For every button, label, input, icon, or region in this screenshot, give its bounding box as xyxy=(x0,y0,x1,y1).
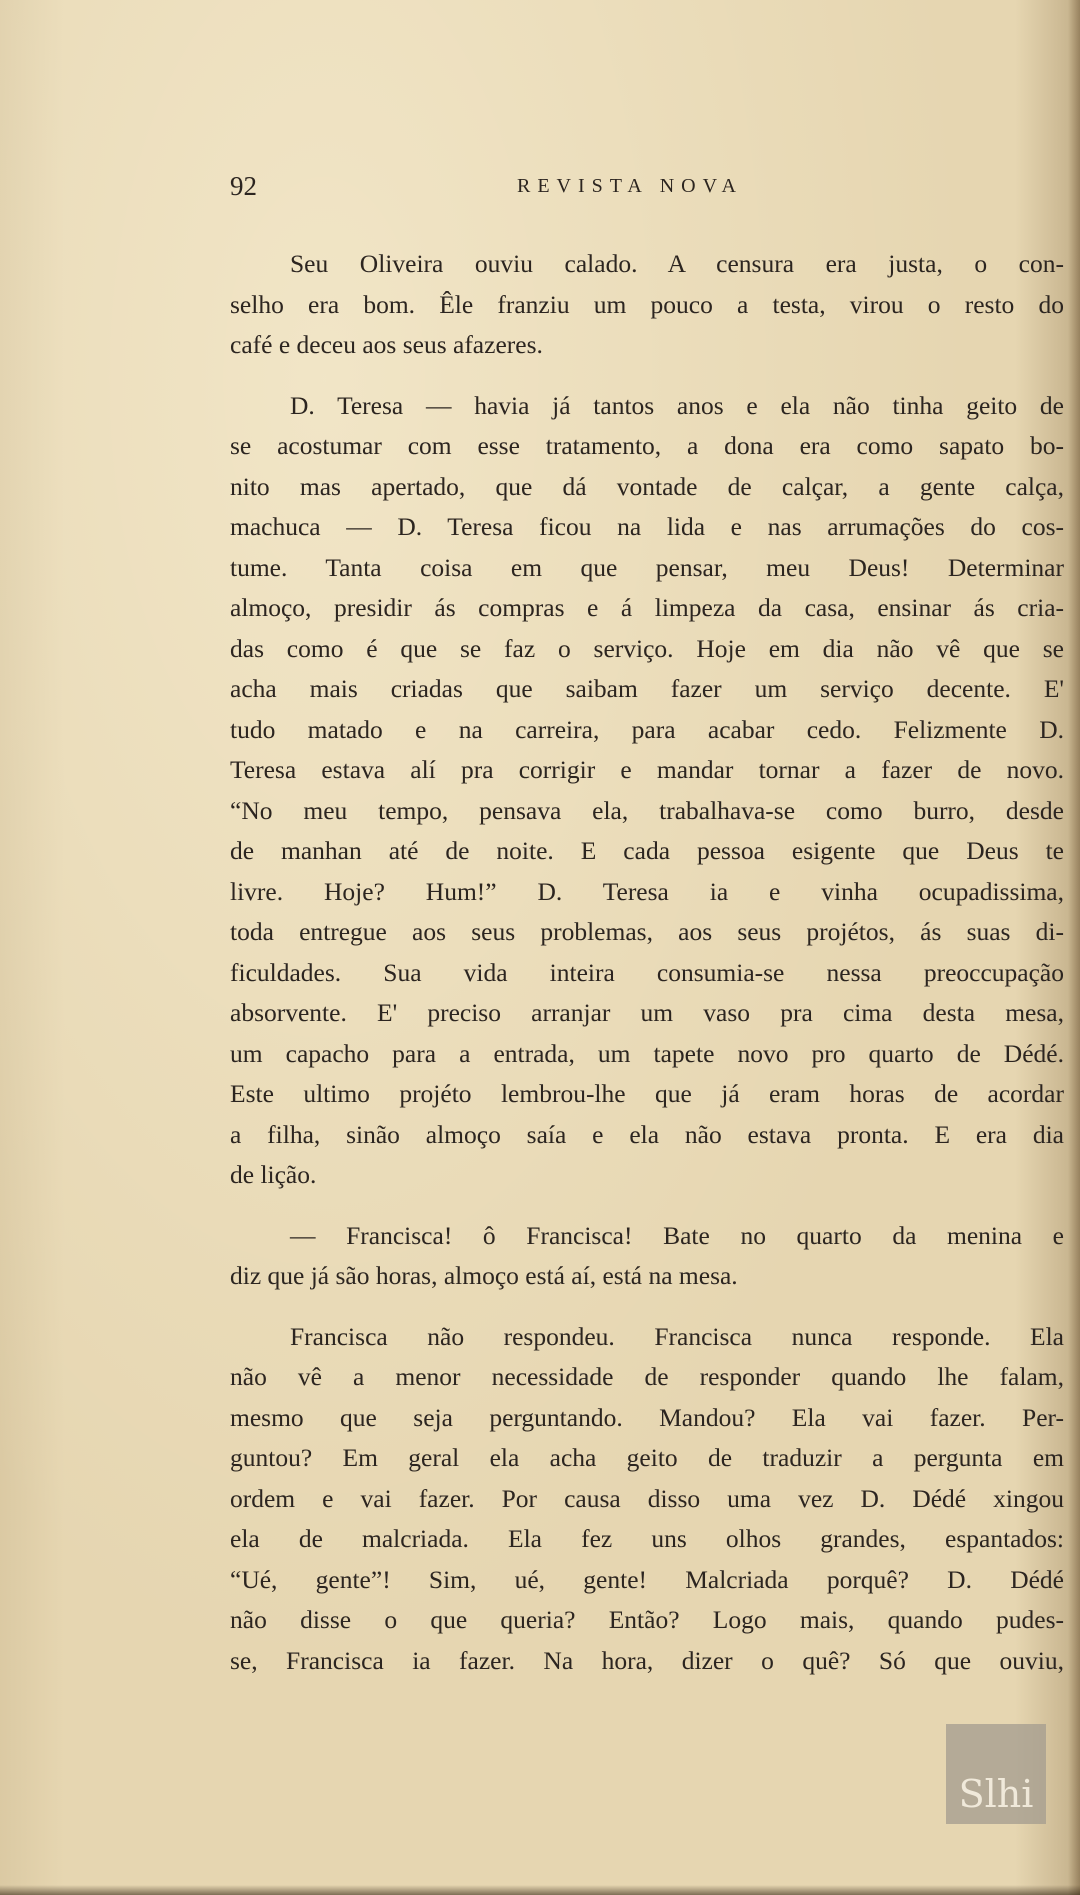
text-line: se acostumar com esse tratamento, a dona era como sapato bo- xyxy=(230,431,1064,460)
text-line: Francisca não respondeu. Francisca nunca responde. Ela xyxy=(290,1321,1064,1351)
paragraph xyxy=(230,244,1064,366)
text-line: tudo matado e na carreira, para acabar cedo. Felizmente D. xyxy=(230,714,1064,744)
page-bottom-border xyxy=(0,1885,1080,1895)
text-line: nito mas apertado, que dá vontade de calçar, a gente calça, xyxy=(230,471,1064,501)
text-line: almoço, presidir ás compras e á limpeza da casa, ensinar ás cria- xyxy=(230,593,1064,622)
text-line: tume. Tanta coisa em que pensar, meu Deus! Determinar xyxy=(230,552,1064,582)
text-line: ficuldades. Sua vida inteira consumia-se nessa preoccupação xyxy=(230,957,1064,987)
paragraph xyxy=(230,1317,1064,1682)
text-line: mesmo que seja perguntando. Mandou? Ela vai fazer. Per- xyxy=(230,1402,1064,1432)
text-line: de manhan até de noite. E cada pessoa esigente que Deus te xyxy=(230,836,1064,865)
body-text xyxy=(230,244,1064,1701)
text-line: machuca — D. Teresa ficou na lida e nas arrumações do cos- xyxy=(230,512,1064,541)
page-edge-shadow xyxy=(1068,0,1080,1895)
library-watermark-logo xyxy=(946,1724,1046,1824)
text-line: diz que já são horas, almoço está aí, está na mesa. xyxy=(230,1261,738,1290)
text-line: se, Francisca ia fazer. Na hora, dizer o quê? Só que ouviu, xyxy=(230,1645,1064,1675)
text-line: “No meu tempo, pensava ela, trabalhava-se como burro, desde xyxy=(230,795,1064,825)
text-line: Seu Oliveira ouviu calado. A censura era justa, o con- xyxy=(290,249,1064,278)
journal-title: REVISTA NOVA xyxy=(517,175,743,197)
text-line: ela de malcriada. Ela fez uns olhos grandes, espantados: xyxy=(230,1524,1064,1553)
text-line: não disse o que queria? Então? Logo mais, quando pudes- xyxy=(230,1605,1064,1634)
text-line: acha mais criadas que saibam fazer um serviço decente. E' xyxy=(230,674,1064,703)
text-line: toda entregue aos seus problemas, aos seus projétos, ás suas di- xyxy=(230,917,1064,946)
page-number: 92 xyxy=(230,171,257,201)
text-line: um capacho para a entrada, um tapete novo pro quarto de Dédé. xyxy=(230,1038,1064,1068)
paragraph xyxy=(230,386,1064,1196)
running-header xyxy=(230,168,1060,204)
text-line: café e deceu aos seus afazeres. xyxy=(230,330,543,359)
text-line: a filha, sinão almoço saía e ela não estava pronta. E era dia xyxy=(230,1119,1064,1149)
text-line: Este ultimo projéto lembrou-lhe que já eram horas de acordar xyxy=(230,1079,1064,1108)
text-line: não vê a menor necessidade de responder quando lhe falam, xyxy=(230,1362,1064,1391)
text-line: “Ué, gente”! Sim, ué, gente! Malcriada porquê? D. Dédé xyxy=(230,1564,1064,1594)
text-line: D. Teresa — havia já tantos anos e ela não tinha geito de xyxy=(290,390,1064,420)
text-line: ordem e vai fazer. Por causa disso uma vez D. Dédé xingou xyxy=(230,1483,1064,1513)
text-line: de lição. xyxy=(230,1160,317,1189)
text-line: — Francisca! ô Francisca! Bate no quarto da menina e xyxy=(290,1220,1064,1250)
text-line: Teresa estava alí pra corrigir e mandar tornar a fazer de novo. xyxy=(230,755,1064,784)
paragraph xyxy=(230,1216,1064,1297)
text-line: livre. Hoje? Hum!” D. Teresa ia e vinha ocupadissima, xyxy=(230,876,1064,906)
text-line: absorvente. E' preciso arranjar um vaso pra cima desta mesa, xyxy=(230,998,1064,1027)
text-line: das como é que se faz o serviço. Hoje em dia não vê que se xyxy=(230,633,1064,663)
text-line: selho era bom. Êle franziu um pouco a testa, virou o resto do xyxy=(230,289,1064,319)
text-line: guntou? Em geral ela acha geito de traduzir a pergunta em xyxy=(230,1443,1064,1472)
watermark-text: Slhi xyxy=(958,1772,1034,1816)
